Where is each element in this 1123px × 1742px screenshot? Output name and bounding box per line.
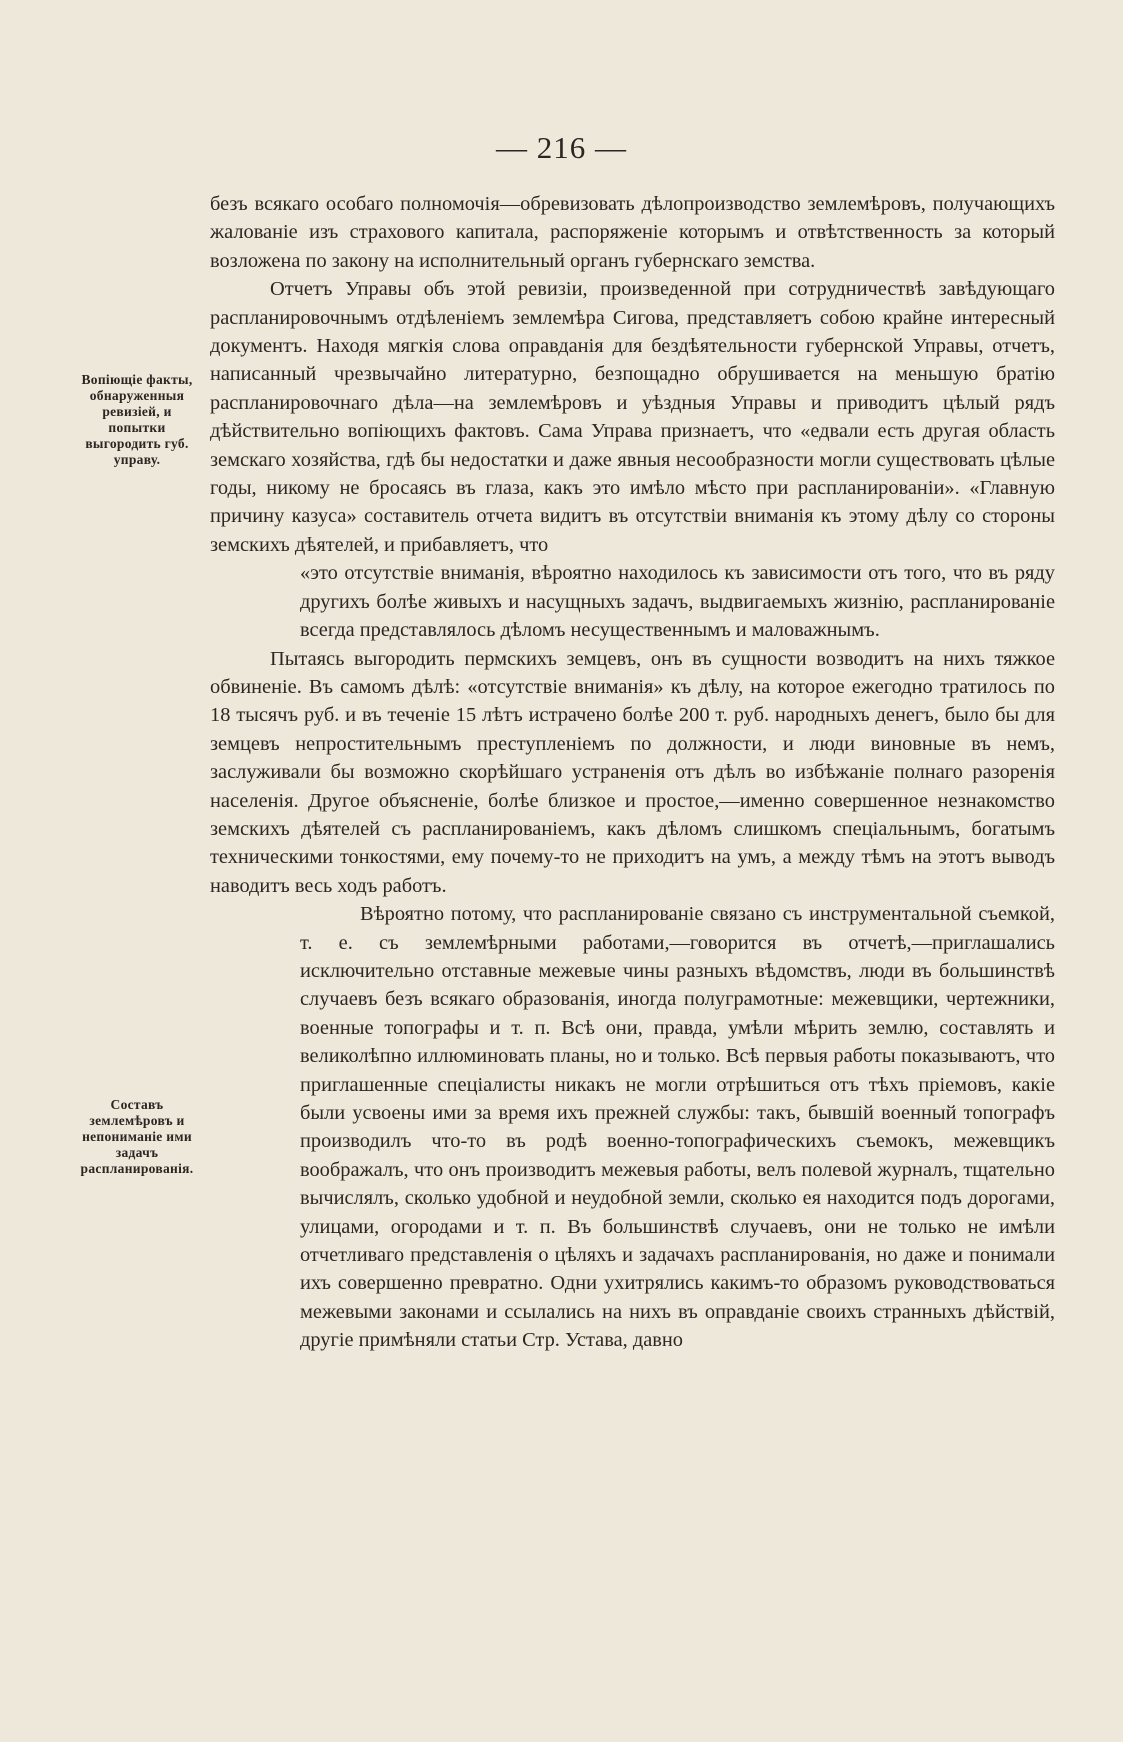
paragraph-accusation: Пытаясь выгородить пермскихъ земцевъ, онъ въ сущности возводитъ на нихъ тяжкое обвиненіе. Въ самомъ дѣлѣ: «отсутствіе вниманія» къ дѣлу, на которое ежегодно тратилось по 18 тысячъ руб. и въ теченіе 15 лѣтъ истрачено болѣе 200 т. руб. народныхъ денегъ, было бы для земцевъ непростительнымъ преступленіемъ по должности, и люди виновные въ немъ, заслуживали бы возможно скорѣйшаго устраненія отъ дѣлъ во избѣжаніе полнаго разоренія населенія. Другое объясненіе, болѣе близкое и простое,—именно совершенное незнакомство земскихъ дѣятелей съ распланированіемъ, какъ дѣломъ слишкомъ спеціальнымъ, богатымъ техническими тонкостями, ему почему-то не приходитъ на умъ, а между тѣмъ на этотъ выводъ наводитъ весь ходъ работъ. xyxy=(210,647,1055,897)
margin-note-factual-violations: Вопіющіе факты, обнаруженныя ревизіей, и попытки выгородить губ. управу. xyxy=(81,372,193,467)
paragraph-continuation: безъ всякаго особаго полномочія—обревизовать дѣлопроизводство землемѣровъ, получающихъ жалованіе изъ страхового капитала, распоряженіе которымъ и отвѣтственность за который возложена по закону на исполнительный органъ губернскаго земства. xyxy=(210,193,1055,272)
paragraph-report: Отчетъ Управы объ этой ревизіи, произведенной при сотрудничествѣ завѣдующаго распланировочнымъ отдѣленіемъ землемѣра Сигова, представляетъ собою крайне интересный документъ. Находя мягкія слова оправданія для бездѣятельности губернской Управы, отчетъ, написанный чрезвычайно литературно, безпощадно обрушивается на меньшую братію распланировочнаго дѣла—на землемѣровъ и уѣздныя Управы и приводитъ цѣлый рядъ дѣйствительно вопіющихъ фактовъ. Сама Управа признаетъ, что «едвали есть другая область земскаго хозяйства, гдѣ бы недостатки и даже явныя несообразности могли существовать цѣлые годы, никому не бросаясь въ глаза, какъ это имѣло мѣсто при распланированіи». «Главную причину казуса» составитель отчета видитъ въ отсутствіи вниманія къ этому дѣлу со стороны земскихъ дѣятелей, и прибавляетъ, что xyxy=(210,278,1055,556)
margin-note-surveyors: Составъ землемѣровъ и непониманіе ими задачъ распланированія. xyxy=(80,1097,194,1176)
main-text xyxy=(210,190,1055,1355)
page-number: — 216 — xyxy=(496,130,627,165)
block-quote: «это отсутствіе вниманія, вѣроятно находилось къ зависимости отъ того, что въ ряду другихъ болѣе живыхъ и насущныхъ задачъ, выдвигаемыхъ жизнію, распланированіе всегда представлялось дѣломъ несущественнымъ и маловажнымъ. xyxy=(300,562,1055,642)
paragraph-surveyors: Вѣроятно потому, что распланированіе связано съ инструментальной съемкой, т. е. съ землемѣрными работами,—говорится въ отчетѣ,—приглашались исключительно отставные межевые чины разныхъ вѣдомствъ, люди въ большинствѣ случаевъ безъ всякаго образованія, иногда полуграмотные: межевщики, чертежники, военные топографы и т. п. Всѣ они, правда, умѣли мѣрить землю, составлять и великолѣпно иллюминовать планы, но и только. Всѣ первыя работы показываютъ, что приглашенные спеціалисты никакъ не могли отрѣшиться отъ тѣхъ пріемовъ, какіе были усвоены ими за время ихъ прежней службы: такъ, бывшій военный топографъ производилъ что-то въ родѣ военно-топографическихъ съемокъ, межевщикъ воображалъ, что онъ производитъ межевыя работы, велъ полевой журналъ, тщательно вычислялъ, сколько удобной и неудобной земли, сколько ея находится подъ дорогами, улицами, огородами и т. п. Въ большинствѣ случаевъ, они не только не имѣли отчетливаго представленія о цѣляхъ и задачахъ распланированія, но даже и понимали ихъ совершенно превратно. Одни ухитрялись какимъ-то образомъ руководствоваться межевыми законами и ссылались на нихъ въ оправданіе своихъ странныхъ дѣйствій, другіе примѣняли статьи Стр. Устава, давно xyxy=(300,903,1055,1352)
